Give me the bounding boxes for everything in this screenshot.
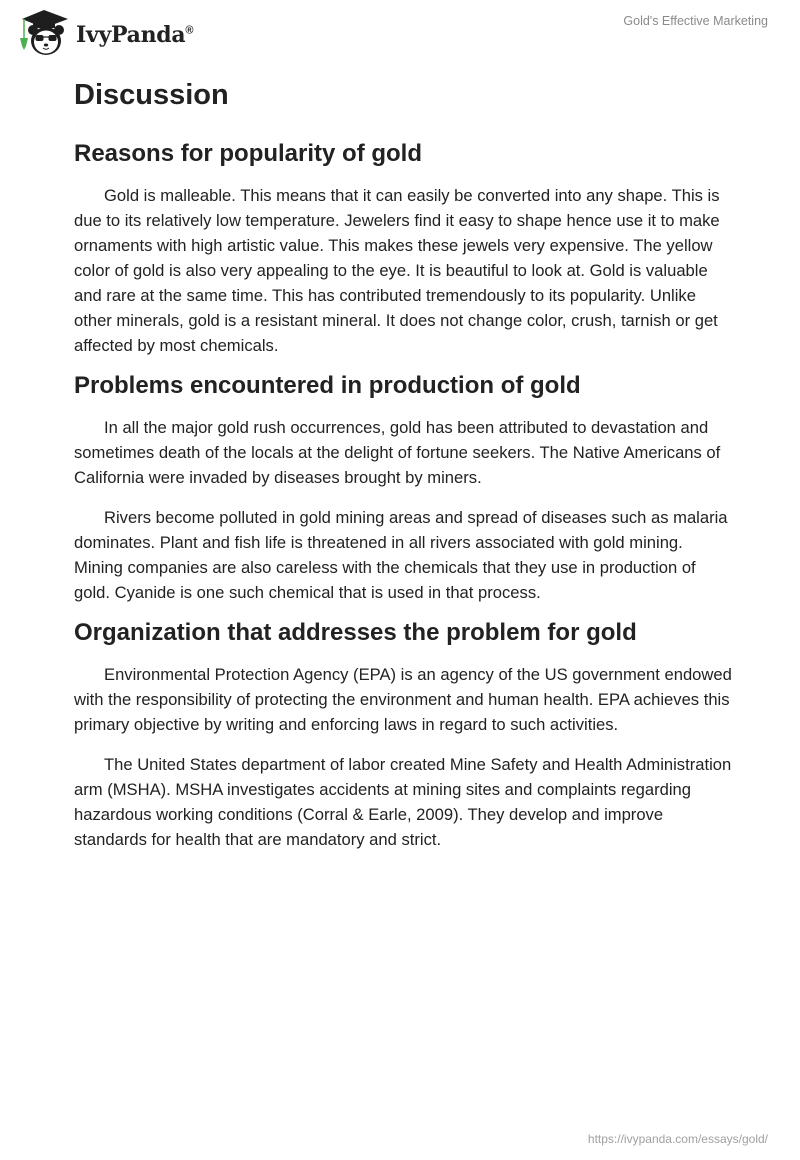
paragraph: Rivers become polluted in gold mining areas and spread of diseases such as malaria dominates. Plant and fish life is threatened in all rivers associated with gold mining. Mining companies are also careless with the chemicals that they use in production of gold. Cyanide is one such chemical that is used in that process.	[74, 508, 728, 602]
paragraph: Environmental Protection Agency (EPA) is an agency of the US government endowed with the responsibility of protecting the environment and human health. EPA achieves this primary objective by writing and enforcing laws in regard to such activities.	[74, 665, 732, 734]
logo-text: IvyPanda®	[76, 22, 194, 48]
heading-reasons-popularity: Reasons for popularity of gold	[74, 140, 423, 167]
registered-mark: ®	[185, 24, 194, 37]
document-title: Gold's Effective Marketing	[623, 14, 768, 28]
heading-organization: Organization that addresses the problem for gold	[74, 619, 637, 646]
essay-content	[74, 70, 734, 852]
section-title-discussion: Discussion	[74, 79, 229, 111]
heading-production-problems: Problems encountered in production of gold	[74, 372, 581, 399]
panda-graduate-icon	[14, 8, 74, 58]
ivypanda-logo-link[interactable]	[14, 8, 193, 58]
page-header	[0, 0, 800, 64]
paragraph: The United States department of labor created Mine Safety and Health Administration arm (MSHA). MSHA investigates accidents at mining sites and complaints regarding hazardous working conditions (Corral & Earle, 2009). They develop and improve standards for health that are mandatory and strict.	[74, 755, 732, 849]
source-url-link[interactable]: https://ivypanda.com/essays/gold/	[587, 1132, 768, 1146]
paragraph: In all the major gold rush occurrences, gold has been attributed to devastation and sometimes death of the locals at the delight of fortune seekers. The Native Americans of California were invaded by diseases brought by miners.	[74, 418, 721, 487]
paragraph: Gold is malleable. This means that it can easily be converted into any shape. This is due to its relatively low temperature. Jewelers find it easy to shape hence use it to make ornaments with high artistic value. This makes these jewels very expensive. The yellow color of gold is also very appealing to the eye. It is beautiful to look at. Gold is valuable and rare at the same time. This has contributed tremendously to its popularity. Unlike other minerals, gold is a resistant mineral. It does not change color, crush, tarnish or get affected by most chemicals.	[74, 186, 720, 355]
